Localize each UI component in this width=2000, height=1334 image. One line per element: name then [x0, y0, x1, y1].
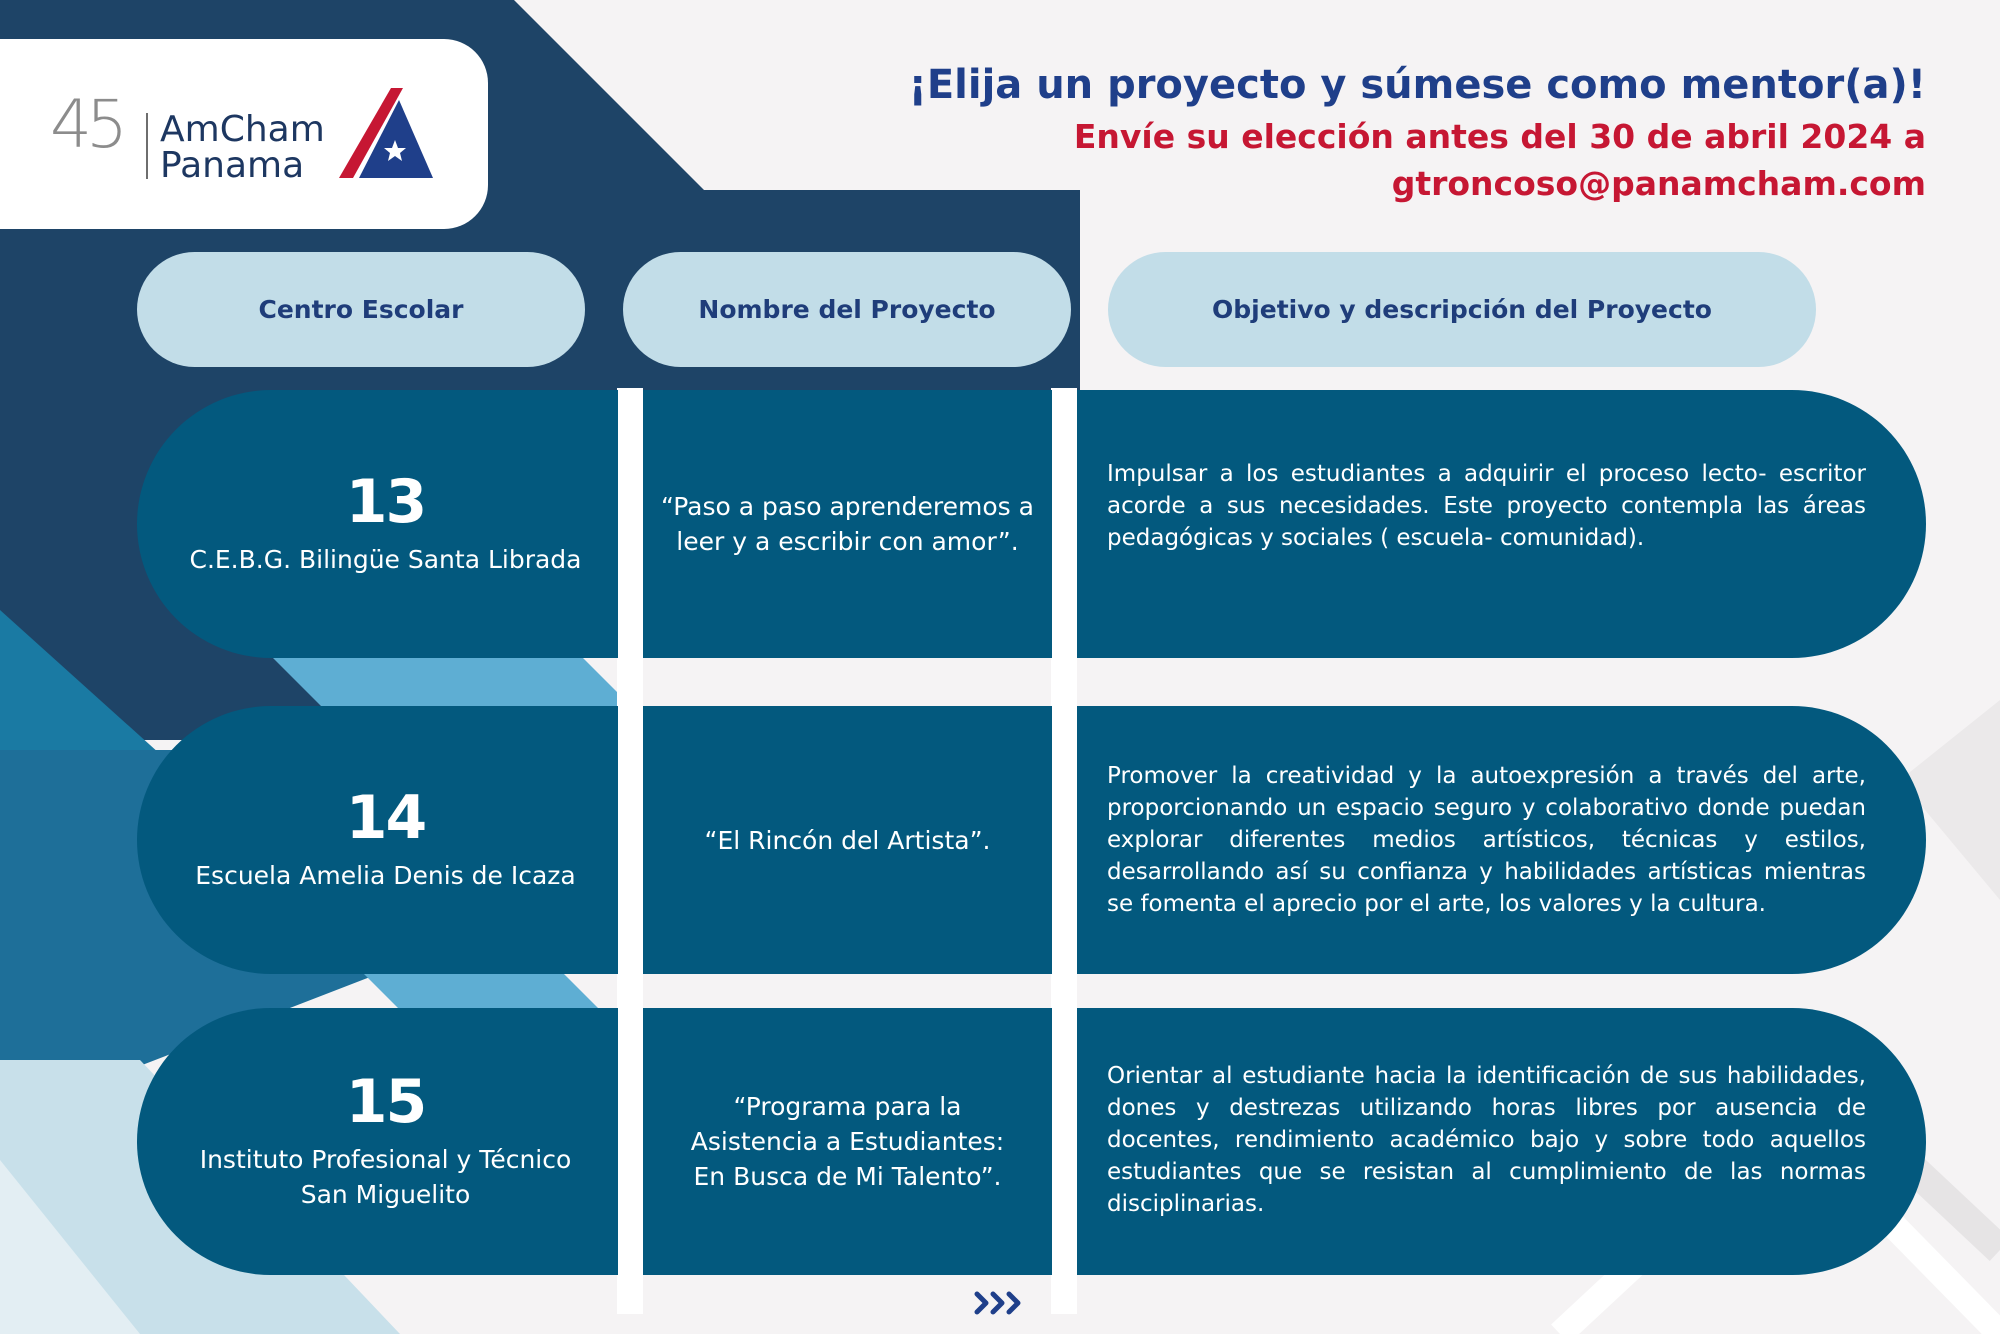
school-number: 14 [345, 782, 426, 853]
column-header-description: Objetivo y descripción del Proyecto [1108, 252, 1816, 367]
project-name: “Programa para la Asistencia a Estudiantes: En Busca de Mi Talento”. [690, 1092, 1005, 1191]
page-title: ¡Elija un proyecto y súmese como mentor(a)! [908, 62, 1926, 108]
description-cell-13 [1077, 390, 1926, 658]
project-description: Orientar al estudiante hacia la identificación de sus habilidades, dones y destrezas utilizando horas libres por ausencia de docentes, rendimiento académico bajo y sobre todo aquellos estudiantes que se resistan al cumplimiento de las normas disciplinarias. [1107, 1063, 1866, 1217]
column-header-project: Nombre del Proyecto [623, 252, 1071, 367]
logo-divider [146, 113, 148, 179]
description-cell-14 [1077, 706, 1926, 974]
deadline-text: Envíe su elección antes del 30 de abril 2024 a [1073, 117, 1926, 156]
logo-anniversary-number: 45 [50, 86, 122, 163]
school-number: 13 [345, 466, 426, 537]
school-cell-14 [137, 706, 618, 974]
amcham-triangle-star-icon [333, 88, 433, 180]
project-description: Promover la creatividad y la autoexpresión a través del arte, proporcionando un espacio seguro y colaborativo donde puedan explorar diferentes medios artísticos, técnicas y estilos, desarrollando así su confianza y habilidades artísticas mientras se fomenta el aprecio por el arte, los valores y la cultura. [1107, 763, 1866, 917]
school-name: C.E.B.G. Bilingüe Santa Librada [189, 544, 582, 574]
project-cell-14 [643, 706, 1052, 974]
column-divider [1051, 388, 1077, 1314]
column-header-school: Centro Escolar [137, 252, 585, 367]
project-cell-13 [643, 390, 1052, 658]
project-description: Impulsar a los estudiantes a adquirir el proceso lecto- escritor acorde a sus necesidades. Este proyecto contempla las áreas pedagógicas y sociales ( escuela- comunidad). [1107, 461, 1866, 551]
school-cell-13 [137, 390, 618, 658]
school-cell-15 [137, 1008, 618, 1275]
triple-chevron-right-icon[interactable] [974, 1290, 1026, 1316]
project-name: “El Rincón del Artista”. [704, 825, 991, 855]
school-name: Escuela Amelia Denis de Icaza [195, 860, 576, 890]
logo-name-line1: AmCham [160, 109, 325, 150]
description-cell-15 [1077, 1008, 1926, 1275]
school-name: Instituto Profesional y Técnico San Miguelito [199, 1144, 572, 1209]
column-divider [617, 388, 643, 1314]
project-cell-15 [643, 1008, 1052, 1275]
school-number: 15 [345, 1066, 426, 1137]
project-name: “Paso a paso aprenderemos a leer y a escribir con amor”. [661, 492, 1034, 556]
contact-email[interactable]: gtroncoso@panamcham.com [1391, 164, 1926, 203]
logo-name-line2: Panama [160, 145, 305, 186]
